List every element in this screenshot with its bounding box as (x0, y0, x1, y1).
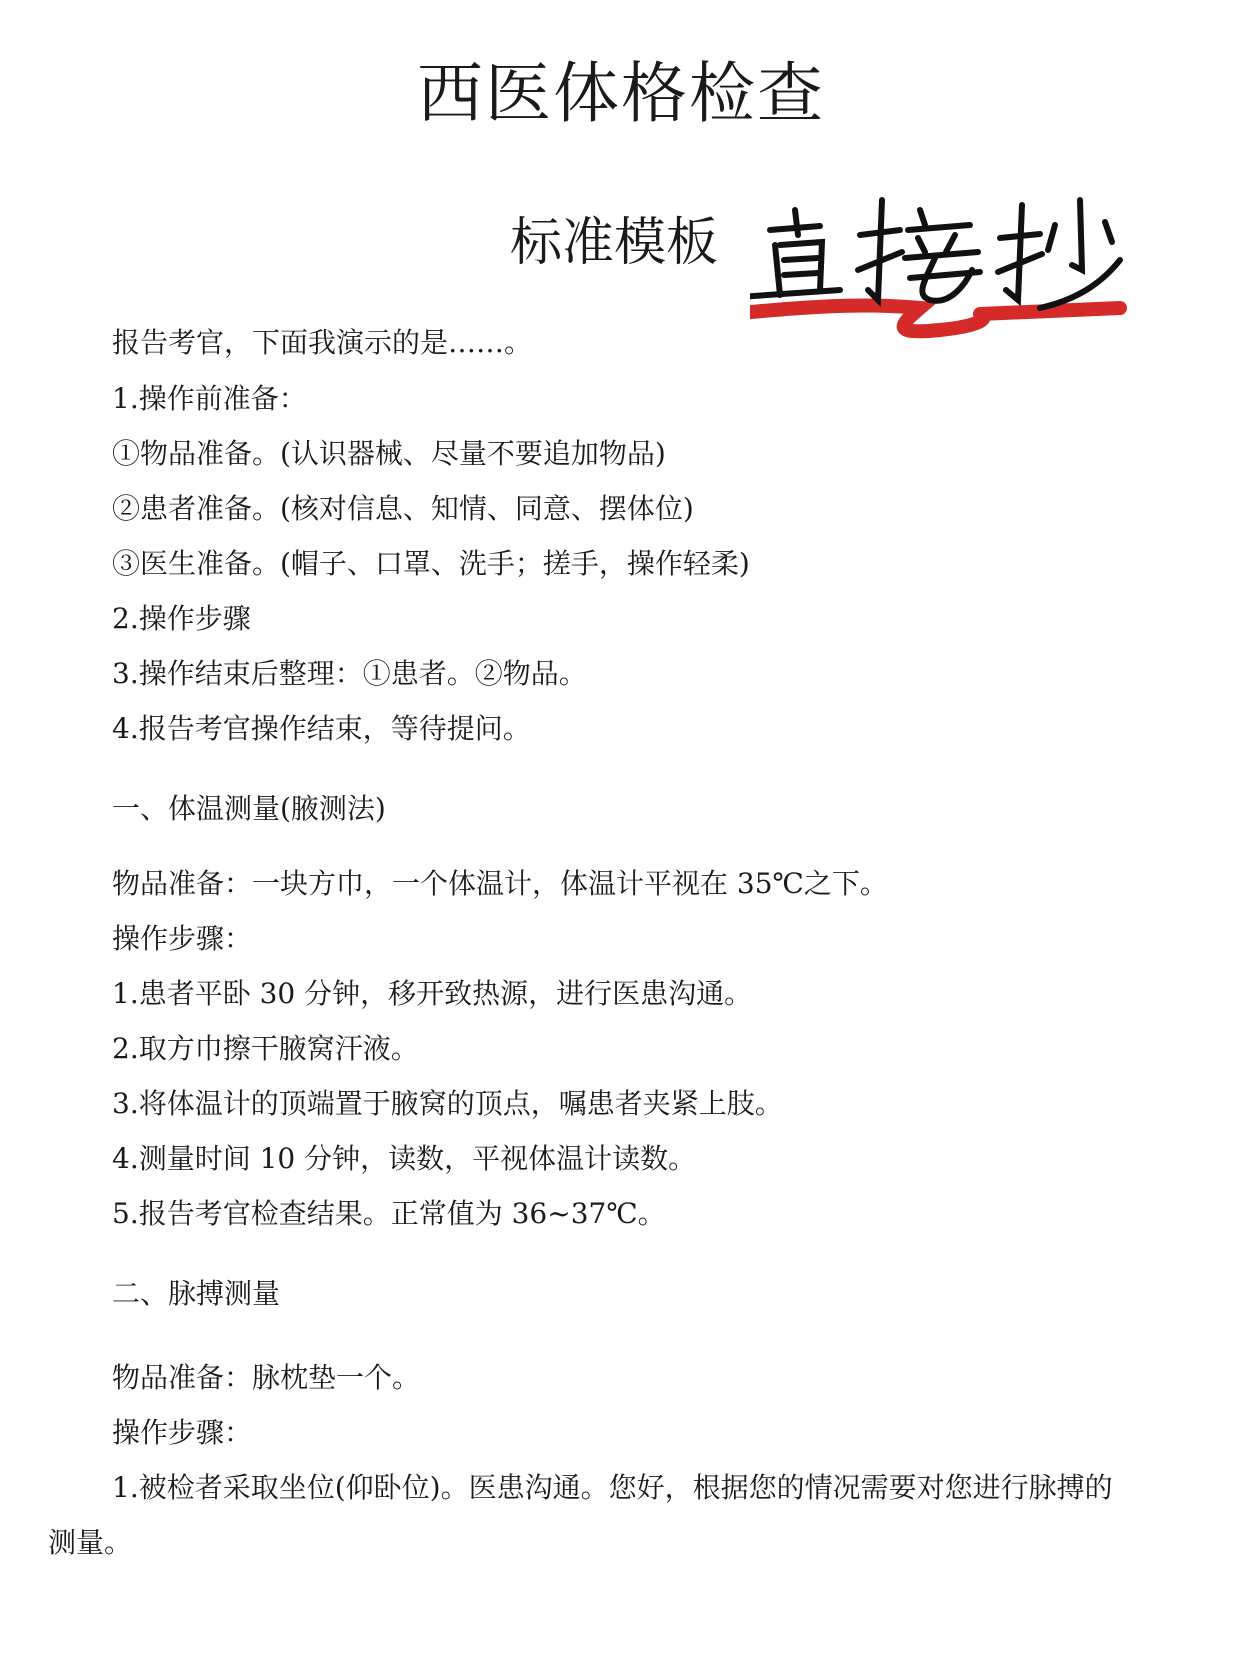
intro-line-6: 2.操作步骤 (112, 602, 251, 635)
handwritten-note-image (750, 190, 1150, 370)
intro-line-3: ①物品准备。(认识器械、尽量不要追加物品) (112, 437, 666, 470)
section1-steps-label: 操作步骤： (112, 922, 253, 955)
page-subtitle: 标准模板 (510, 213, 719, 273)
intro-line-7: 3.操作结束后整理：①患者。②物品。 (112, 657, 587, 690)
section2-step-1-continued: 测量。 (48, 1526, 133, 1559)
section1-step-3: 3.将体温计的顶端置于腋窝的顶点，嘱患者夹紧上肢。 (112, 1087, 783, 1120)
section1-step-5: 5.报告考官检查结果。正常值为 36~37℃。 (112, 1197, 666, 1230)
section2-step-1: 1.被检者采取坐位(仰卧位)。医患沟通。您好，根据您的情况需要对您进行脉搏的 (112, 1471, 1113, 1504)
section2-heading: 二、脉搏测量 (112, 1277, 281, 1310)
section1-heading: 一、体温测量(腋测法) (112, 792, 386, 825)
intro-line-8: 4.报告考官操作结束，等待提问。 (112, 712, 531, 745)
intro-line-4: ②患者准备。(核对信息、知情、同意、摆体位) (112, 492, 694, 525)
intro-line-5: ③医生准备。(帽子、口罩、洗手；搓手，操作轻柔) (112, 547, 750, 580)
section1-step-2: 2.取方巾擦干腋窝汗液。 (112, 1032, 419, 1065)
section1-prep: 物品准备：一块方巾，一个体温计，体温计平视在 35℃之下。 (112, 867, 888, 900)
section1-step-4: 4.测量时间 10 分钟，读数，平视体温计读数。 (112, 1142, 697, 1175)
red-underline (750, 306, 1120, 332)
section2-steps-label: 操作步骤： (112, 1416, 253, 1449)
intro-line-2: 1.操作前准备： (112, 382, 307, 415)
section1-step-1: 1.患者平卧 30 分钟，移开致热源，进行医患沟通。 (112, 977, 753, 1010)
page-title: 西医体格检查 (417, 55, 825, 132)
intro-line-1: 报告考官，下面我演示的是……。 (112, 326, 533, 359)
section2-prep: 物品准备：脉枕垫一个。 (112, 1361, 421, 1394)
